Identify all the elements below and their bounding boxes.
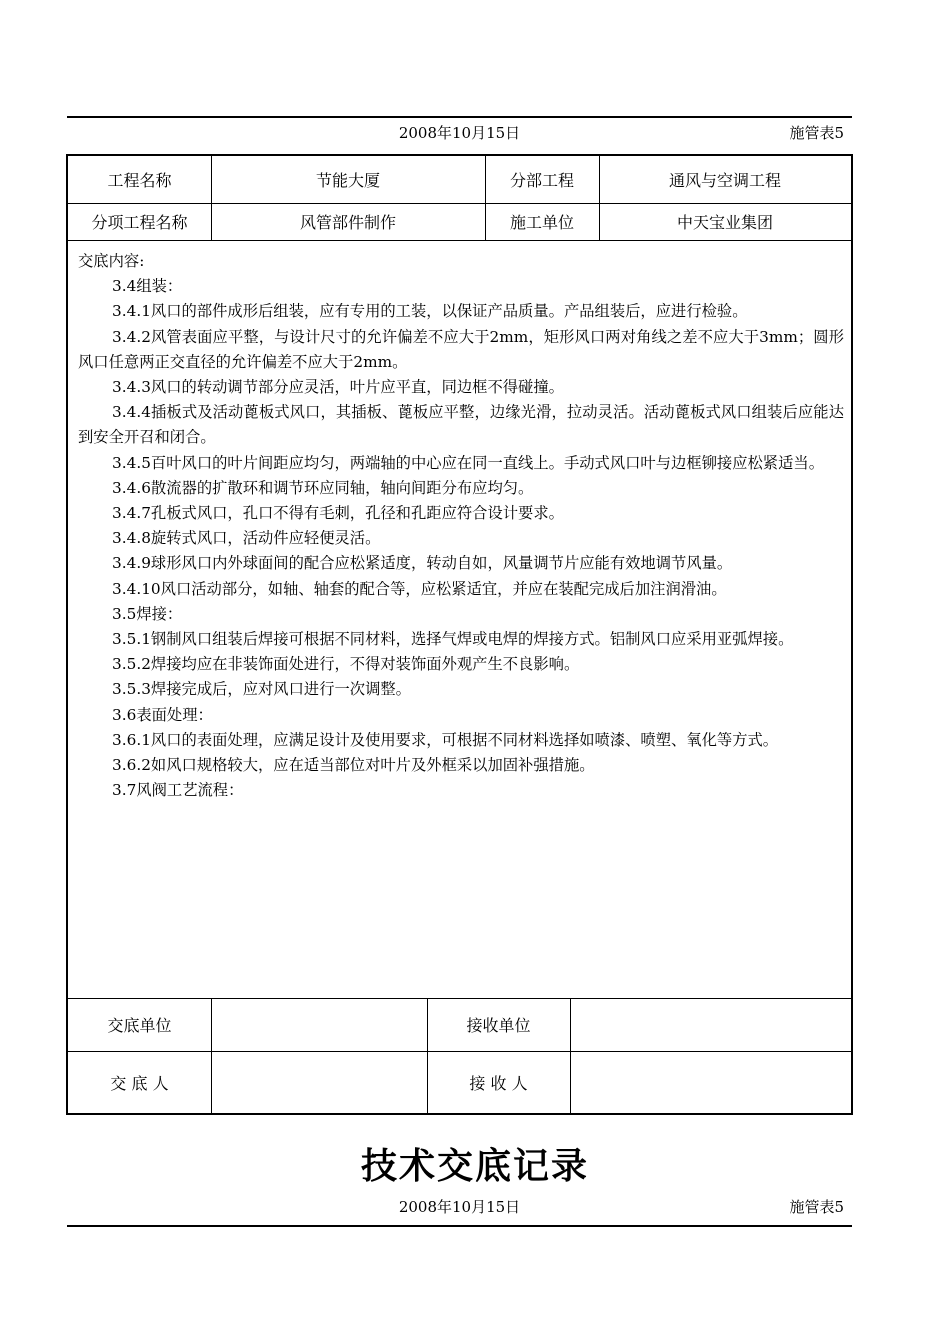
content-paragraph: 3.4.9球形风口内外球面间的配合应松紧适度，转动自如，风量调节片应能有效地调节风量。 <box>112 554 733 573</box>
bottom-rule <box>67 1225 852 1227</box>
content-paragraph: 3.4.10风口活动部分，如轴、轴套的配合等，应松紧适宜，并应在装配完成后加注润滑油。 <box>112 579 727 598</box>
contractor-label: 施工单位 <box>509 213 574 232</box>
content-paragraph: 3.4.4插板式及活动蓖板式风口，其插板、蓖板应平整，边缘光滑，拉动灵活。活动蓖板式风口组装后应能达到安全开召和闭合。 <box>78 403 844 447</box>
content-heading: 交底内容: <box>78 252 145 270</box>
content-paragraph: 3.5.2焊接均应在非装饰面处进行，不得对装饰面外观产生不良影响。 <box>112 655 580 674</box>
handover-person-label: 交 底 人 <box>110 1073 169 1093</box>
contractor-value: 中天宝业集团 <box>676 213 773 232</box>
content-paragraph: 3.6表面处理： <box>112 705 213 724</box>
handover-person-field[interactable] <box>211 1051 427 1113</box>
next-header-date: 2008年10月15日 <box>398 1198 521 1216</box>
content-paragraph: 3.4.7孔板式风口，孔口不得有毛刺，孔径和孔距应符合设计要求。 <box>112 504 564 523</box>
receiver-person-label: 接 收 人 <box>469 1073 528 1093</box>
content-paragraph: 3.4.1风口的部件成形后组装，应有专用的工装，以保证产品质量。产品组装后，应进行检验。 <box>112 302 748 321</box>
handover-unit-label: 交底单位 <box>107 1016 172 1035</box>
project-name-label: 工程名称 <box>107 171 172 190</box>
content-paragraph: 3.5.1钢制风口组装后焊接可根据不同材料，选择气焊或电焊的焊接方式。铝制风口应采用亚弧焊接。 <box>112 630 794 649</box>
page-header <box>67 122 852 144</box>
receiver-person-field[interactable] <box>570 1051 851 1113</box>
content-paragraph: 3.7风阀工艺流程： <box>112 781 244 800</box>
header-form-no: 施管表5 <box>789 124 844 142</box>
receiver-unit-field[interactable] <box>570 998 851 1051</box>
content-paragraph: 3.4.6散流器的扩散环和调节环应同轴，轴向间距分布应均匀。 <box>112 478 534 497</box>
content-paragraph: 3.4组装： <box>112 277 183 296</box>
document-title: 技术交底记录 <box>360 1146 589 1187</box>
content-paragraph: 3.4.2风管表面应平整，与设计尺寸的允许偏差不应大于2mm，矩形风口两对角线之差不应大于3mm；圆形风口任意两正交直径的允许偏差不应大于2mm。 <box>78 327 844 371</box>
content-paragraph: 3.6.2如风口规格较大，应在适当部位对叶片及外框采以加固补强措施。 <box>112 756 595 775</box>
next-page-header <box>67 1196 852 1218</box>
receiver-unit-label: 接收单位 <box>466 1016 531 1035</box>
handover-unit-field[interactable] <box>211 998 427 1051</box>
content-paragraph: 3.6.1风口的表面处理，应满足设计及使用要求，可根据不同材料选择如喷漆、喷塑、氧化等方式。 <box>112 730 779 749</box>
row-divider <box>68 240 851 241</box>
next-header-form-no: 施管表5 <box>789 1198 844 1216</box>
sub-project-label: 分部工程 <box>509 171 574 190</box>
content-paragraph: 3.4.3风口的转动调节部分应灵活，叶片应平直，同边框不得碰撞。 <box>112 378 564 397</box>
disclosure-content <box>78 249 844 803</box>
content-paragraph: 3.4.8旋转式风口，活动件应轻便灵活。 <box>112 529 381 548</box>
header-date: 2008年10月15日 <box>398 124 521 142</box>
project-name-value: 节能大厦 <box>315 171 380 190</box>
item-name-label: 分项工程名称 <box>91 213 188 232</box>
item-name-value: 风管部件制作 <box>299 213 396 232</box>
content-paragraph: 3.4.5百叶风口的叶片间距应均匀，两端轴的中心应在同一直线上。手动式风口叶与边框铆接应松紧适当。 <box>112 453 824 472</box>
top-rule <box>67 116 852 118</box>
content-paragraph: 3.5焊接： <box>112 604 183 623</box>
sub-project-value: 通风与空调工程 <box>668 171 781 190</box>
content-paragraph: 3.5.3焊接完成后，应对风口进行一次调整。 <box>112 680 411 699</box>
disclosure-form <box>66 154 853 1115</box>
